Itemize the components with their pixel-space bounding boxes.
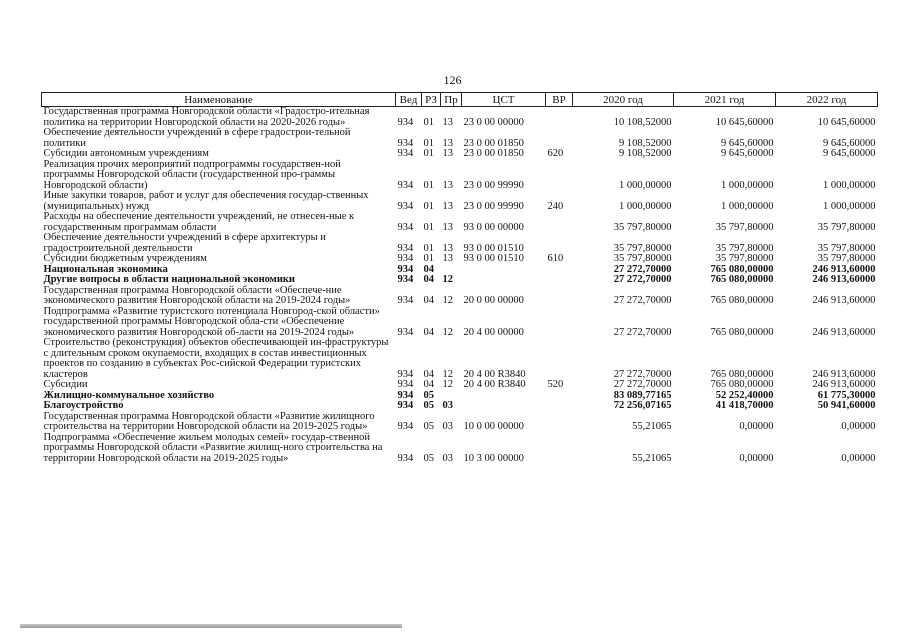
bottom-scan-bar — [20, 624, 402, 628]
row-name: Благоустройство — [43, 400, 124, 411]
row-2020: 27 272,70000 — [613, 368, 672, 380]
table-row — [42, 380, 878, 391]
row-vr: 240 — [547, 200, 564, 212]
row-2022: 0,00000 — [841, 421, 876, 432]
row-name: Подпрограмма «Развитие туристского потенциала Новгород-ской области» государственной программы Новгородской обла-сти «Обеспечение экономического развития Новгородской об-ласти на 2019-2024 годы» — [43, 305, 380, 338]
budget-table — [41, 92, 878, 464]
row-pr: 13 — [442, 116, 453, 128]
row-vr — [546, 391, 573, 402]
row-vr — [546, 433, 573, 465]
table-row — [42, 191, 878, 212]
table-row — [42, 254, 878, 265]
row-ved: 934 — [397, 116, 414, 128]
row-ved: 934 — [397, 253, 414, 264]
row-2021: 765 080,00000 — [710, 379, 774, 390]
row-rz: 05 — [423, 452, 434, 464]
header-name: Наименование — [42, 93, 396, 107]
row-2020: 27 272,70000 — [613, 263, 672, 275]
row-2022: 50 941,60000 — [817, 400, 876, 411]
row-rz: 04 — [423, 368, 434, 380]
row-name: Национальная экономика — [43, 263, 168, 275]
row-pr: 12 — [442, 326, 453, 338]
row-2021: 52 252,40000 — [715, 389, 774, 401]
header-2020: 2020 год — [573, 93, 674, 107]
row-2022: 35 797,80000 — [817, 242, 876, 254]
row-2020: 35 797,80000 — [613, 253, 672, 264]
row-ved: 934 — [397, 200, 414, 212]
row-cst: 20 4 00 R3840 — [463, 368, 526, 380]
row-vr: 520 — [547, 379, 564, 390]
row-2022: 61 775,30000 — [817, 389, 876, 401]
row-vr — [546, 160, 573, 192]
header-2022: 2022 год — [776, 93, 878, 107]
row-rz: 01 — [423, 253, 434, 264]
row-pr: 12 — [442, 368, 453, 380]
row-ved: 934 — [397, 263, 414, 275]
row-2020: 55,21065 — [632, 452, 672, 464]
table-row — [42, 401, 878, 412]
row-vr: 620 — [547, 148, 564, 159]
row-pr: 13 — [442, 253, 453, 264]
row-ved: 934 — [397, 148, 414, 159]
row-2021: 41 418,70000 — [715, 400, 774, 411]
row-ved: 934 — [397, 379, 414, 390]
row-vr — [546, 233, 573, 254]
table-row — [42, 107, 878, 129]
row-2021: 0,00000 — [739, 421, 774, 432]
header-ved: Вед — [396, 93, 422, 107]
row-name: Субсидии бюджетным учреждениям — [43, 253, 207, 264]
row-cst: 10 0 00 00000 — [463, 421, 524, 432]
row-2021: 35 797,80000 — [715, 221, 774, 233]
row-name: Субсидии — [43, 379, 88, 390]
row-vr — [546, 286, 573, 307]
row-pr: 03 — [442, 452, 453, 464]
row-2020: 27 272,70000 — [613, 274, 672, 285]
row-rz: 01 — [423, 200, 434, 212]
header-vr: ВР — [546, 93, 573, 107]
row-2020: 35 797,80000 — [613, 242, 672, 254]
row-2021: 35 797,80000 — [715, 242, 774, 254]
table-row — [42, 275, 878, 286]
row-2020: 72 256,07165 — [613, 400, 672, 411]
row-cst: 23 0 00 99990 — [463, 179, 524, 191]
header-rz: РЗ — [422, 93, 441, 107]
row-rz: 01 — [423, 242, 434, 254]
row-cst — [462, 401, 546, 412]
row-name: Подпрограмма «Обеспечение жильем молодых семей» государ-ственной программы Новгородской области «Развитие жилищ-ного строительства на территории Новгородской области на 2019-2025 годы» — [43, 431, 383, 464]
row-ved: 934 — [397, 221, 414, 233]
row-2022: 246 913,60000 — [812, 379, 876, 390]
row-pr: 13 — [442, 137, 453, 149]
row-name: Обеспечение деятельности учреждений в сфере градострои-тельной политики — [43, 127, 351, 149]
table-row — [42, 160, 878, 192]
row-2021: 1 000,00000 — [721, 200, 774, 212]
row-cst: 20 4 00 00000 — [463, 326, 524, 338]
header-2021: 2021 год — [674, 93, 776, 107]
row-cst: 23 0 00 99990 — [463, 200, 524, 212]
row-name: Строительство (реконструкция) объектов обеспечивающей ин-фраструктуры с длительным сроком окупаемости, входящих в состав инвестиционных проектов по созданию в субъектах Рос-сийской Федерации туристских кластеров — [43, 337, 389, 380]
row-vr — [546, 338, 573, 380]
row-2020: 1 000,00000 — [619, 200, 672, 212]
row-2020: 35 797,80000 — [613, 221, 672, 233]
row-pr: 03 — [442, 421, 453, 432]
table-row — [42, 128, 878, 149]
row-cst: 23 0 00 01850 — [463, 137, 524, 149]
row-cst: 23 0 00 01850 — [463, 148, 524, 159]
row-2022: 1 000,00000 — [823, 200, 876, 212]
row-2022: 1 000,00000 — [823, 179, 876, 191]
table-row — [42, 307, 878, 339]
row-vr: 610 — [547, 253, 564, 264]
table-row — [42, 286, 878, 307]
row-2022: 10 645,60000 — [817, 116, 876, 128]
row-2021: 9 645,60000 — [721, 137, 774, 149]
row-vr — [546, 265, 573, 276]
table-row — [42, 412, 878, 433]
row-2021: 765 080,00000 — [710, 263, 774, 275]
row-cst: 20 4 00 R3840 — [463, 379, 526, 390]
row-rz: 04 — [423, 326, 434, 338]
row-name: Расходы на обеспечение деятельности учреждений, не отнесен-ные к государственным программам области — [43, 211, 355, 233]
row-cst — [462, 391, 546, 402]
table-row — [42, 338, 878, 380]
row-2022: 9 645,60000 — [823, 148, 876, 159]
row-pr: 12 — [442, 295, 453, 306]
row-rz: 05 — [423, 421, 434, 432]
row-ved: 934 — [397, 368, 414, 380]
table-row — [42, 433, 878, 465]
row-pr: 13 — [442, 242, 453, 254]
row-name: Жилищно-коммунальное хозяйство — [43, 389, 215, 401]
row-vr — [546, 212, 573, 233]
header-cst: ЦСТ — [462, 93, 546, 107]
row-rz: 01 — [423, 148, 434, 159]
row-pr: 12 — [442, 379, 453, 390]
row-cst: 20 0 00 00000 — [463, 295, 524, 306]
row-2022: 246 913,60000 — [812, 326, 876, 338]
row-pr: 13 — [442, 148, 453, 159]
row-2022: 35 797,80000 — [817, 253, 876, 264]
row-name: Государственная программа Новгородской области «Развитие жилищного строительства на территории Новгородской области на 2019-2025 годы» — [43, 410, 375, 432]
row-ved: 934 — [397, 242, 414, 254]
row-ved: 934 — [397, 295, 414, 306]
row-2020: 1 000,00000 — [619, 179, 672, 191]
row-rz: 05 — [423, 400, 434, 411]
row-rz: 01 — [423, 221, 434, 233]
row-vr — [546, 107, 573, 129]
row-2020: 55,21065 — [632, 421, 672, 432]
header-pr: Пр — [441, 93, 462, 107]
row-cst: 93 0 00 01510 — [463, 253, 524, 264]
row-cst: 93 0 00 01510 — [463, 242, 524, 254]
row-2020: 9 108,52000 — [619, 148, 672, 159]
row-ved: 934 — [397, 400, 414, 411]
table-row — [42, 233, 878, 254]
row-2020: 27 272,70000 — [613, 295, 672, 306]
row-rz: 01 — [423, 179, 434, 191]
row-2021: 1 000,00000 — [721, 179, 774, 191]
row-cst — [462, 265, 546, 276]
row-name: Обеспечение деятельности учреждений в сфере архитектуры и градостроительной деятельности — [43, 232, 326, 254]
row-ved: 934 — [397, 179, 414, 191]
row-2020: 9 108,52000 — [619, 137, 672, 149]
row-ved: 934 — [397, 274, 414, 285]
row-2022: 246 913,60000 — [812, 263, 876, 275]
row-vr — [546, 401, 573, 412]
row-2022: 35 797,80000 — [817, 221, 876, 233]
row-2021: 35 797,80000 — [715, 253, 774, 264]
row-name: Другие вопросы в области национальной экономики — [43, 274, 295, 285]
row-name: Государственная программа Новгородской области «Обеспече-ние экономического развития Новгородской области на 2019-2024 годы» — [43, 284, 351, 306]
row-2020: 27 272,70000 — [613, 326, 672, 338]
row-2022: 246 913,60000 — [812, 295, 876, 306]
row-name: Субсидии автономным учреждениям — [43, 148, 209, 159]
row-pr: 03 — [442, 400, 453, 411]
row-2022: 9 645,60000 — [823, 137, 876, 149]
row-name: Иные закупки товаров, работ и услуг для обеспечения государ-ственных (муниципальных) нужд — [43, 190, 369, 212]
row-2021: 765 080,00000 — [710, 274, 774, 285]
row-vr — [546, 128, 573, 149]
row-ved: 934 — [397, 137, 414, 149]
row-ved: 934 — [397, 326, 414, 338]
row-pr: 13 — [442, 221, 453, 233]
row-2022: 246 913,60000 — [812, 368, 876, 380]
row-rz: 04 — [423, 274, 434, 285]
row-2021: 765 080,00000 — [710, 368, 774, 380]
row-2021: 9 645,60000 — [721, 148, 774, 159]
table-row — [42, 149, 878, 160]
row-name: Государственная программа Новгородской области «Градостро-ительная политика на территории Новгородской области на 2020-2026 годы» — [43, 106, 370, 128]
row-rz: 05 — [423, 389, 434, 401]
row-2021: 10 645,60000 — [715, 116, 774, 128]
page-number: 126 — [443, 73, 462, 87]
row-vr — [546, 307, 573, 339]
table-row — [42, 212, 878, 233]
row-2020: 10 108,52000 — [613, 116, 672, 128]
row-cst: 93 0 00 00000 — [463, 221, 524, 233]
row-2021: 765 080,00000 — [710, 326, 774, 338]
row-2022: 246 913,60000 — [812, 274, 876, 285]
row-vr — [546, 275, 573, 286]
row-ved: 934 — [397, 452, 414, 464]
row-pr: 13 — [442, 200, 453, 212]
row-rz: 04 — [423, 263, 434, 275]
row-2021: 0,00000 — [739, 452, 774, 464]
table-header-row — [42, 93, 878, 107]
row-2020: 27 272,70000 — [613, 379, 672, 390]
row-rz: 01 — [423, 137, 434, 149]
row-2022: 0,00000 — [841, 452, 876, 464]
row-2020: 83 089,77165 — [613, 389, 672, 401]
row-ved: 934 — [397, 389, 414, 401]
row-pr: 13 — [442, 179, 453, 191]
row-cst: 10 3 00 00000 — [463, 452, 524, 464]
row-pr: 12 — [442, 274, 453, 285]
row-name: Реализация прочих мероприятий подпрограммы государствен-ной программы Новгородской области (государственной про-граммы Новгородской области) — [43, 158, 341, 191]
row-ved: 934 — [397, 421, 414, 432]
row-cst — [462, 275, 546, 286]
row-rz: 01 — [423, 116, 434, 128]
row-2021: 765 080,00000 — [710, 295, 774, 306]
row-cst: 23 0 00 00000 — [463, 116, 524, 128]
row-vr — [546, 412, 573, 433]
row-rz: 04 — [423, 295, 434, 306]
row-rz: 04 — [423, 379, 434, 390]
